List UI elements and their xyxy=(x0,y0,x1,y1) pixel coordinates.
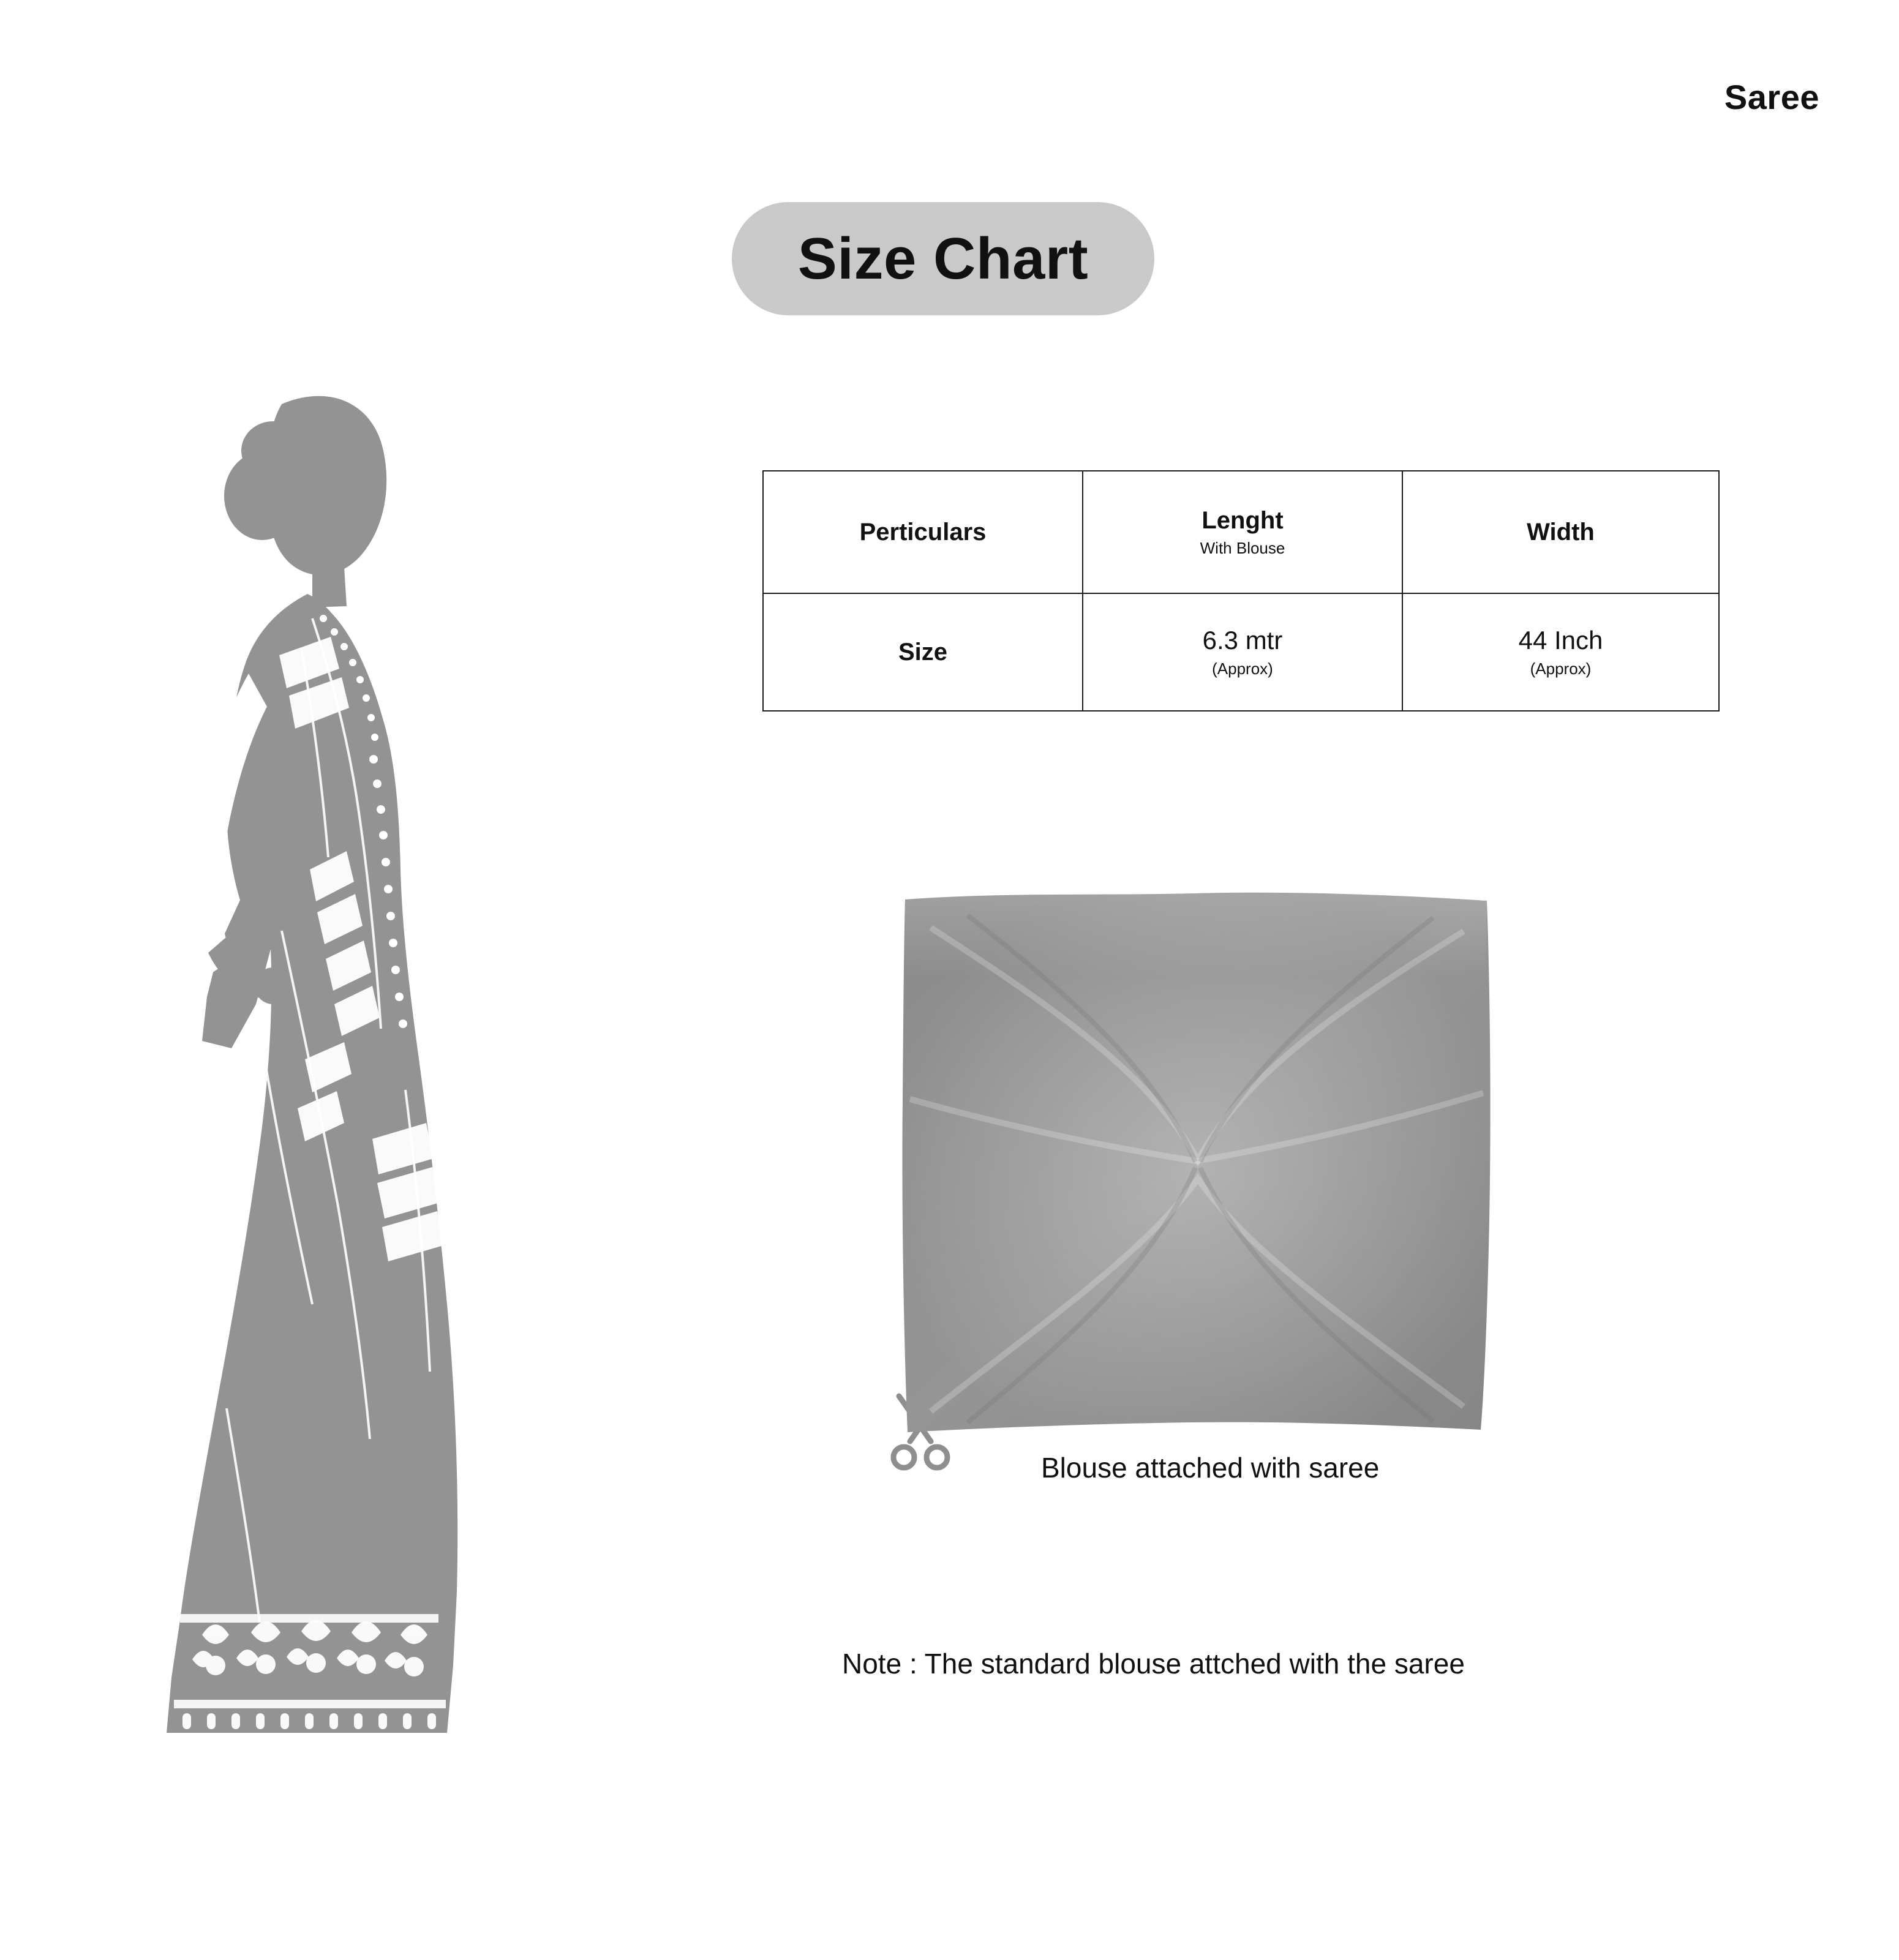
table-header-width: Width xyxy=(1402,471,1719,593)
table-cell-length: 6.3 mtr (Approx) xyxy=(1083,593,1402,711)
table-header-row xyxy=(763,471,1719,593)
product-label: Saree xyxy=(1724,78,1819,116)
fabric-caption: Blouse attached with saree xyxy=(1041,1452,1380,1484)
fabric-swatch-icon xyxy=(894,891,1500,1442)
table-cell-width: 44 Inch (Approx) xyxy=(1402,593,1719,711)
table-header-length: Lenght With Blouse xyxy=(1083,471,1402,593)
table-header-particulars: Perticulars xyxy=(763,471,1083,593)
size-chart-title: Size Chart xyxy=(797,225,1089,291)
saree-model-silhouette-icon xyxy=(129,331,643,1776)
size-chart-title-pill xyxy=(732,202,1154,315)
table-row xyxy=(763,593,1719,711)
table-cell-particulars: Size xyxy=(763,593,1083,711)
note-text: Note : The standard blouse attched with the saree xyxy=(842,1648,1465,1680)
size-chart-table xyxy=(762,470,1720,712)
